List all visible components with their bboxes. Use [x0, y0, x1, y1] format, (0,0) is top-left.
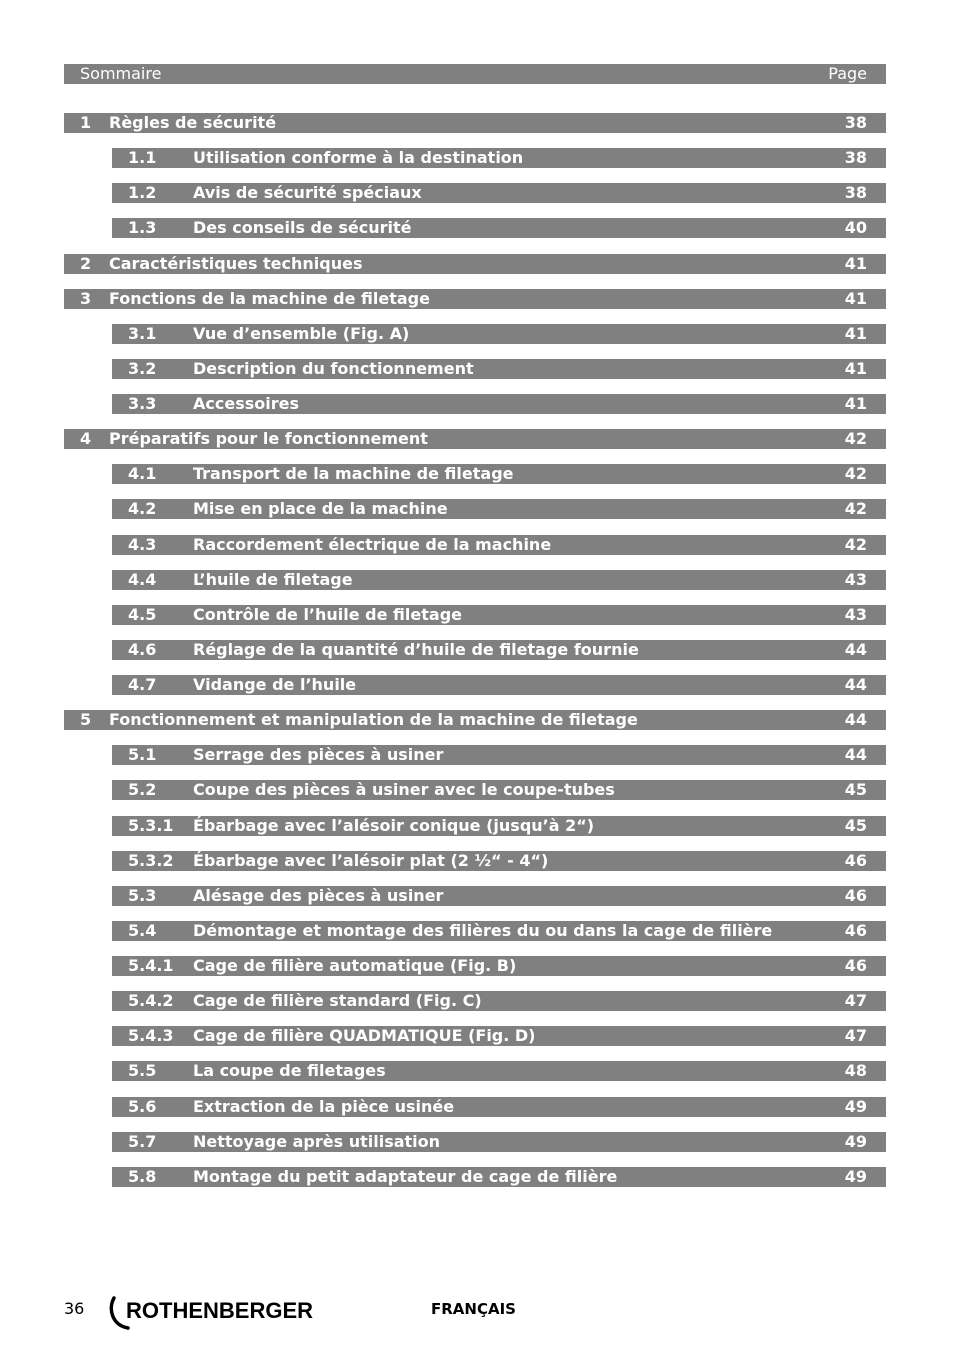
- toc-entry-title: Mise en place de la machine: [193, 499, 448, 518]
- toc-entry-title: Ébarbage avec l’alésoir conique (jusqu’à 2“): [193, 816, 595, 835]
- toc-entry[interactable]: [112, 148, 886, 168]
- toc-entry[interactable]: [112, 359, 886, 379]
- toc-entry-title: Vue d’ensemble (Fig. A): [193, 324, 410, 343]
- toc-entry-page: 41: [844, 289, 867, 308]
- brand-wordmark: ROTHENBERGER: [126, 1298, 314, 1323]
- toc-entry-number: 5.3.1: [128, 816, 174, 835]
- toc-entry[interactable]: [112, 921, 886, 941]
- toc-entry-number: 5.6: [128, 1097, 157, 1116]
- toc-entry[interactable]: [64, 254, 886, 274]
- toc-entry[interactable]: [112, 183, 886, 203]
- toc-entry-number: 5: [80, 710, 92, 729]
- toc-entry-title: Fonctions de la machine de filetage: [109, 289, 430, 308]
- toc-entry-page: 38: [844, 183, 867, 202]
- toc-entry[interactable]: [112, 745, 886, 765]
- toc-entry[interactable]: [64, 289, 886, 309]
- toc-entry-title: Description du fonctionnement: [193, 359, 474, 378]
- toc-entry-title: Montage du petit adaptateur de cage de filière: [193, 1167, 618, 1186]
- toc-entry-page: 42: [844, 464, 867, 483]
- toc-entry-number: 5.5: [128, 1061, 157, 1080]
- toc-entry-number: 5.1: [128, 745, 157, 764]
- toc-entry-page: 48: [844, 1061, 867, 1080]
- toc-entry-number: 5.2: [128, 780, 157, 799]
- toc-entry-number: 5.8: [128, 1167, 157, 1186]
- toc-entry-number: 5.4.1: [128, 956, 174, 975]
- toc-entry-page: 43: [844, 605, 867, 624]
- toc-entry-title: Caractéristiques techniques: [109, 254, 363, 273]
- toc-entry-number: 4.4: [128, 570, 157, 589]
- toc-entry-title: La coupe de filetages: [193, 1061, 386, 1080]
- toc-entry-page: 42: [844, 499, 867, 518]
- toc-entry-number: 5.4.3: [128, 1026, 174, 1045]
- toc-entry-title: L’huile de filetage: [193, 570, 353, 589]
- toc-entry-title: Extraction de la pièce usinée: [193, 1097, 455, 1116]
- toc-header: [64, 64, 886, 84]
- toc-entry[interactable]: [112, 394, 886, 414]
- toc-entry-title: Transport de la machine de filetage: [193, 464, 514, 483]
- toc-entry[interactable]: [64, 113, 886, 133]
- toc-entry-title: Préparatifs pour le fonctionnement: [109, 429, 428, 448]
- toc-entry-number: 1.2: [128, 183, 157, 202]
- toc-entry[interactable]: [112, 324, 886, 344]
- toc-entry-title: Ébarbage avec l’alésoir plat (2 ½“ - 4“): [193, 851, 549, 870]
- toc-entry-page: 38: [844, 148, 867, 167]
- toc-entry-number: 5.3.2: [128, 851, 174, 870]
- toc-entry-number: 3.3: [128, 394, 157, 413]
- toc-entry-number: 1.3: [128, 218, 157, 237]
- toc-entry-page: 41: [844, 394, 867, 413]
- toc-entry-title: Démontage et montage des filières du ou dans la cage de filière: [193, 921, 773, 940]
- toc-entry[interactable]: [112, 640, 886, 660]
- toc-header-page-label: Page: [828, 64, 867, 83]
- toc-entry[interactable]: [112, 1026, 886, 1046]
- toc-entry-number: 3.1: [128, 324, 157, 343]
- toc-entry[interactable]: [112, 816, 886, 836]
- toc-entry-title: Réglage de la quantité d’huile de filetage fournie: [193, 640, 639, 659]
- toc-entry[interactable]: [64, 710, 886, 730]
- toc-entry-number: 1: [80, 113, 92, 132]
- toc-entry-title: Vidange de l’huile: [193, 675, 357, 694]
- toc-entry-number: 4: [80, 429, 92, 448]
- toc-entry-page: 45: [844, 780, 867, 799]
- toc-entry[interactable]: [112, 851, 886, 871]
- toc-entry-title: Raccordement électrique de la machine: [193, 535, 552, 554]
- toc-entry-page: 49: [844, 1097, 867, 1116]
- toc-entry-page: 46: [844, 921, 867, 940]
- toc-entry-page: 44: [844, 675, 867, 694]
- toc-entry[interactable]: [112, 570, 886, 590]
- footer-language: FRANÇAIS: [431, 1300, 516, 1318]
- toc-entry-number: 3: [80, 289, 92, 308]
- toc-entry-page: 46: [844, 851, 867, 870]
- toc-entry-title: Nettoyage après utilisation: [193, 1132, 441, 1151]
- toc-entry-title: Coupe des pièces à usiner avec le coupe-tubes: [193, 780, 615, 799]
- toc-entry-page: 47: [844, 1026, 867, 1045]
- toc-entry[interactable]: [112, 499, 886, 519]
- toc-entry-title: Serrage des pièces à usiner: [193, 745, 444, 764]
- toc-entry-page: 41: [844, 254, 867, 273]
- toc-entry-number: 3.2: [128, 359, 157, 378]
- toc-entry-number: 5.4: [128, 921, 157, 940]
- toc-entry-number: 4.3: [128, 535, 157, 554]
- toc-entry-number: 4.2: [128, 499, 157, 518]
- toc-entry-title: Contrôle de l’huile de filetage: [193, 605, 462, 624]
- toc-entry-page: 44: [844, 710, 867, 729]
- toc-entry-number: 5.7: [128, 1132, 157, 1151]
- toc-entry-title: Cage de filière standard (Fig. C): [193, 991, 482, 1010]
- toc-entry[interactable]: [112, 956, 886, 976]
- toc-entry-title: Des conseils de sécurité: [193, 218, 412, 237]
- toc-entry-title: Cage de filière QUADMATIQUE (Fig. D): [193, 1026, 536, 1045]
- toc-entry-page: 43: [844, 570, 867, 589]
- toc-entry[interactable]: [112, 991, 886, 1011]
- toc-entry-title: Cage de filière automatique (Fig. B): [193, 956, 517, 975]
- toc-entry-number: 4.1: [128, 464, 157, 483]
- toc-entry-title: Règles de sécurité: [109, 113, 277, 132]
- footer-page-number: 36: [64, 1299, 85, 1318]
- toc-entry-title: Fonctionnement et manipulation de la machine de filetage: [109, 710, 638, 729]
- toc-entry[interactable]: [112, 1132, 886, 1152]
- rothenberger-logo: [106, 1295, 346, 1331]
- toc-entry[interactable]: [112, 218, 886, 238]
- toc-entry-title: Avis de sécurité spéciaux: [193, 183, 422, 202]
- toc-header-title: Sommaire: [80, 64, 162, 83]
- toc-entry[interactable]: [112, 675, 886, 695]
- toc-entry-number: 5.3: [128, 886, 157, 905]
- toc-entry-number: 4.6: [128, 640, 157, 659]
- toc-entry-page: 42: [844, 429, 867, 448]
- toc-entry-title: Alésage des pièces à usiner: [193, 886, 444, 905]
- toc-entry[interactable]: [112, 605, 886, 625]
- toc-entry-number: 1.1: [128, 148, 157, 167]
- toc-entry-page: 40: [844, 218, 867, 237]
- toc-entry[interactable]: [64, 429, 886, 449]
- toc-entry-page: 47: [844, 991, 867, 1010]
- toc-entry-page: 45: [844, 816, 867, 835]
- toc-entry-page: 46: [844, 886, 867, 905]
- toc-entry-page: 41: [844, 359, 867, 378]
- toc-entry-page: 44: [844, 640, 867, 659]
- toc-entry-page: 42: [844, 535, 867, 554]
- toc-entry[interactable]: [112, 1061, 886, 1081]
- toc-entry[interactable]: [112, 1097, 886, 1117]
- toc-entry-page: 41: [844, 324, 867, 343]
- toc-entry-number: 2: [80, 254, 92, 273]
- toc-entry-page: 49: [844, 1132, 867, 1151]
- toc-entry[interactable]: [112, 886, 886, 906]
- toc-entry-page: 49: [844, 1167, 867, 1186]
- toc-entry-page: 44: [844, 745, 867, 764]
- toc-entry-number: 5.4.2: [128, 991, 174, 1010]
- toc-entry[interactable]: [112, 1167, 886, 1187]
- toc-entry-title: Accessoires: [193, 394, 299, 413]
- toc-entry-page: 46: [844, 956, 867, 975]
- toc-entry-number: 4.7: [128, 675, 157, 694]
- toc-entry-title: Utilisation conforme à la destination: [193, 148, 524, 167]
- toc-entry[interactable]: [112, 464, 886, 484]
- toc-entry[interactable]: [112, 780, 886, 800]
- toc-entry[interactable]: [112, 535, 886, 555]
- toc-entry-page: 38: [844, 113, 867, 132]
- toc-entry-number: 4.5: [128, 605, 157, 624]
